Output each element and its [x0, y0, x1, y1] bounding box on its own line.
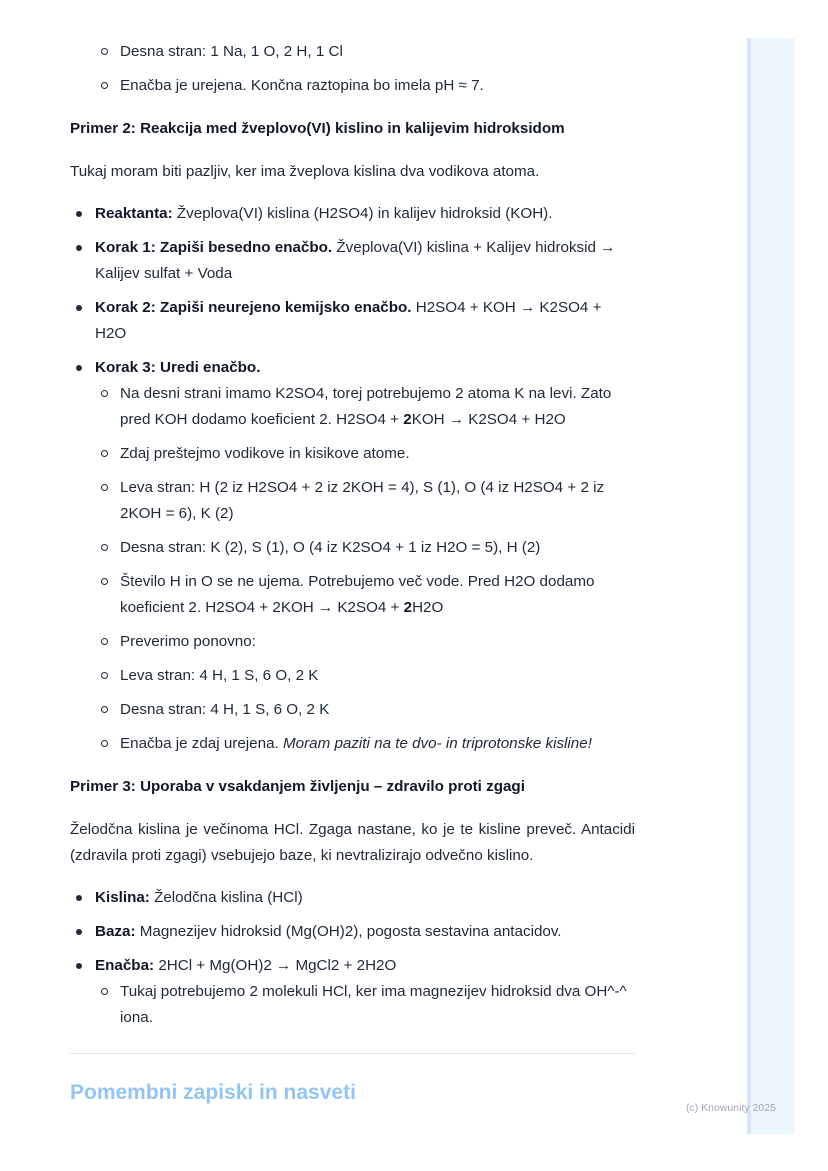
- reactants-text: Žveplova(VI) kislina (H2SO4) in kalijev hidroksid (KOH).: [172, 205, 553, 222]
- equation-label: Enačba:: [95, 957, 155, 974]
- step3-last-text: Enačba je zdaj urejena.: [120, 735, 283, 752]
- step3-item1-rest: KOH → K2SO4 + H2O: [411, 411, 566, 428]
- list-item: Tukaj potrebujemo 2 molekuli HCl, ker ima magnezijev hidroksid dva OH^-^ iona.: [95, 979, 635, 1031]
- list-item: Desna stran: 4 H, 1 S, 6 O, 2 K: [95, 697, 635, 723]
- example3-intro: Želodčna kislina je večinoma HCl. Zgaga nastane, ko je te kisline preveč. Antacidi (zdravila proti zgagi) vsebujejo baze, ki nevtralizirajo odvečno kislino.: [70, 821, 635, 864]
- coefficient: 2: [403, 411, 412, 428]
- list-item: [95, 731, 635, 757]
- reactants-label: Reaktanta:: [95, 205, 173, 222]
- list-item-step1: [70, 235, 635, 287]
- step1-text: Žveplova(VI) kislina + Kalijev hidroksid → Kalijev sulfat + Voda: [95, 239, 616, 282]
- list-item: Enačba je urejena. Končna raztopina bo imela pH ≈ 7.: [70, 73, 635, 99]
- example3-heading: Primer 3: Uporaba v vsakdanjem življenju – zdravilo proti zgagi: [70, 778, 525, 795]
- step3-item5-rest: H2O: [412, 599, 444, 616]
- example2-heading: Primer 2: Reakcija med žveplovo(VI) kislino in kalijevim hidroksidom: [70, 120, 565, 137]
- coefficient: 2: [403, 599, 413, 616]
- list-item-acid: [70, 885, 635, 911]
- step3-label: Korak 3: Uredi enačbo.: [95, 359, 261, 376]
- step2-text: H2SO4 + KOH → K2SO4 + H2O: [95, 299, 602, 342]
- step3-last-italic: Moram paziti na te dvo- in triprotonske kisline!: [282, 735, 592, 752]
- step1-label: Korak 1: Zapiši besedno enačbo.: [95, 239, 333, 256]
- list-item-step3: [70, 355, 635, 757]
- example3-list: [70, 885, 635, 1031]
- section-divider: [70, 1053, 635, 1054]
- list-item: Desna stran: 1 Na, 1 O, 2 H, 1 Cl: [70, 39, 635, 65]
- side-margin-bar: [747, 38, 795, 1134]
- list-item-base: [70, 919, 635, 945]
- acid-label: Kislina:: [95, 889, 150, 906]
- list-item: [95, 569, 635, 621]
- list-item: Preverimo ponovno:: [95, 629, 635, 655]
- example2-intro: Tukaj moram biti pazljiv, ker ima žveplova kislina dva vodikova atoma.: [70, 163, 540, 180]
- step3-sublist: [95, 381, 635, 757]
- list-item: [95, 381, 635, 433]
- base-label: Baza:: [95, 923, 136, 940]
- list-item-equation: [70, 953, 635, 1031]
- example2-list: [70, 201, 635, 757]
- list-item: Leva stran: H (2 iz H2SO4 + 2 iz 2KOH = 4), S (1), O (4 iz H2SO4 + 2 iz 2KOH = 6), K (2): [95, 475, 635, 527]
- step3-item5-text: Število H in O se ne ujema. Potrebujemo več vode. Pred H2O dodamo koeficient 2. H2SO4 + 2KOH → K2SO4 +: [120, 573, 595, 616]
- top-sublist: [70, 39, 635, 99]
- section-heading: Pomembni zapiski in nasveti: [70, 1081, 356, 1104]
- base-text: Magnezijev hidroksid (Mg(OH)2), pogosta sestavina antacidov.: [135, 923, 562, 940]
- equation-text: 2HCl + Mg(OH)2 → MgCl2 + 2H2O: [154, 957, 397, 974]
- list-item-step2: [70, 295, 635, 347]
- step2-label: Korak 2: Zapiši neurejeno kemijsko enačbo.: [95, 299, 412, 316]
- equation-sublist: [95, 979, 635, 1031]
- list-item: Leva stran: 4 H, 1 S, 6 O, 2 K: [95, 663, 635, 689]
- list-item: Desna stran: K (2), S (1), O (4 iz K2SO4 + 1 iz H2O = 5), H (2): [95, 535, 635, 561]
- list-item: Zdaj preštejmo vodikove in kisikove atome.: [95, 441, 635, 467]
- list-item-reactants: [70, 201, 635, 227]
- document-content: [70, 0, 635, 1107]
- copyright-footer: (c) Knowunity 2025: [686, 1102, 776, 1114]
- step3-item1-text: Na desni strani imamo K2SO4, torej potrebujemo 2 atoma K na levi. Zato pred KOH dodamo koeficient 2. H2SO4 +: [120, 385, 612, 428]
- acid-text: Želodčna kislina (HCl): [149, 889, 303, 906]
